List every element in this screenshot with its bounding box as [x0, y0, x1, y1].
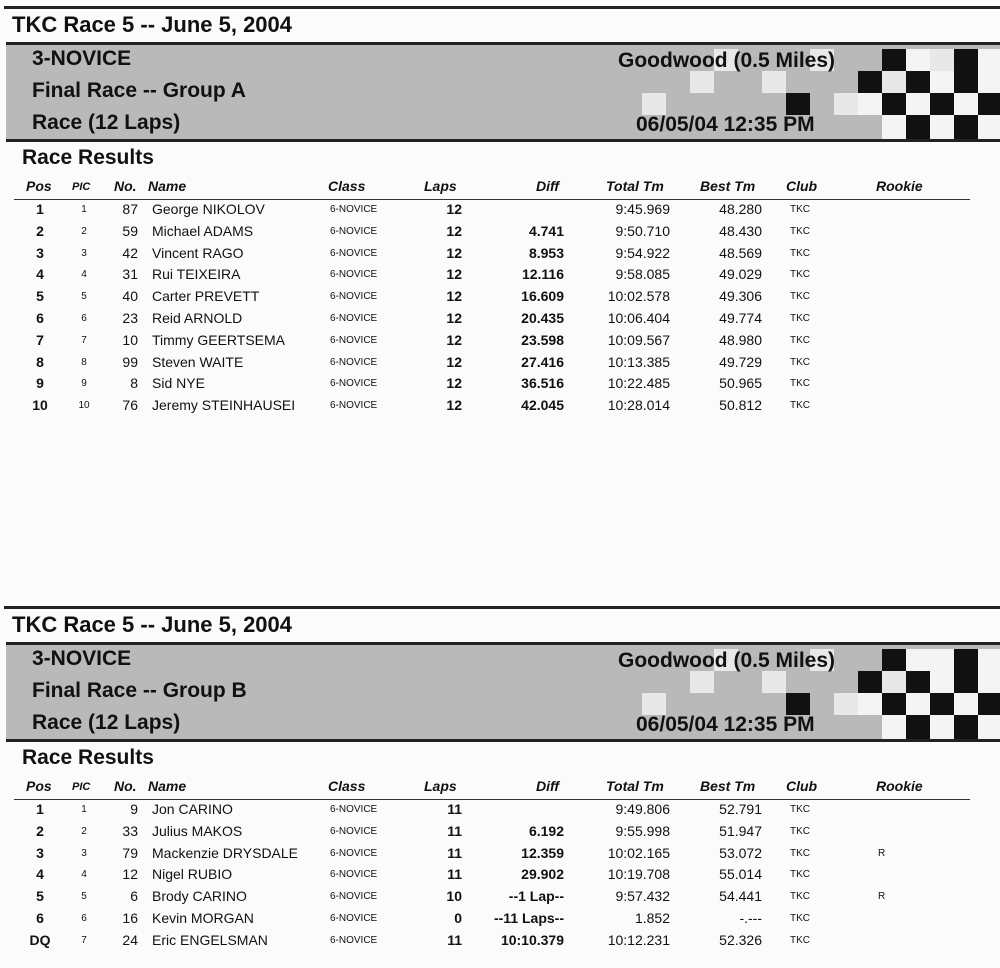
cell-name: Reid ARNOLD	[152, 310, 243, 326]
cell-name: Michael ADAMS	[152, 222, 254, 239]
cell-diff: 16.609	[521, 288, 564, 305]
cell-pos: 1	[36, 201, 44, 217]
cell-no: 8	[130, 375, 138, 392]
cell-best: 48.430	[719, 222, 762, 239]
table-row	[0, 845, 1000, 867]
cell-club: TKC	[790, 913, 810, 924]
cell-best: 54.441	[719, 888, 762, 905]
cell-no: 24	[122, 931, 138, 948]
cell-name: Timmy GEERTSEMA	[152, 331, 286, 348]
cell-best: 52.326	[719, 931, 762, 948]
cell-total: 1.852	[634, 910, 670, 926]
col-laps: Laps	[424, 778, 457, 794]
cell-diff: 4.741	[528, 222, 564, 239]
table-row	[0, 866, 1000, 888]
cell-pos: 1	[36, 801, 44, 817]
cell-best: 49.729	[719, 353, 762, 370]
cell-laps: 12	[446, 288, 462, 305]
cell-laps: 10	[446, 888, 462, 905]
col-name: Name	[148, 778, 187, 794]
cell-best: 49.029	[719, 266, 762, 283]
cell-name: Sid NYE	[152, 375, 205, 392]
cell-club: TKC	[790, 891, 810, 903]
cell-laps: 12	[446, 266, 462, 283]
cell-pic: 9	[81, 378, 87, 390]
cell-diff: 8.953	[528, 244, 564, 261]
cell-club: TKC	[790, 356, 810, 368]
cell-best: 50.965	[719, 375, 762, 392]
cell-pos: 10	[32, 397, 48, 414]
race-group: Final Race -- Group B	[32, 679, 247, 702]
cell-no: 40	[122, 288, 138, 305]
col-best: Best Tm	[700, 178, 756, 194]
cell-no: 99	[122, 353, 138, 370]
cell-best: -.---	[739, 910, 762, 926]
cell-pic: 8	[81, 356, 87, 368]
cell-class: 6-NOVICE	[330, 804, 378, 815]
race-group: Final Race -- Group A	[32, 79, 246, 102]
cell-laps: 12	[446, 310, 462, 326]
top-rule	[4, 606, 1000, 609]
cell-class: 6-NOVICE	[330, 204, 378, 215]
cell-club: TKC	[790, 847, 810, 859]
cell-pos: 3	[36, 244, 44, 261]
cell-laps: 12	[446, 331, 462, 348]
cell-rookie: R	[878, 891, 886, 903]
cell-pic: 6	[81, 913, 87, 924]
cell-total: 10:28.014	[607, 397, 670, 414]
cell-laps: 12	[446, 397, 462, 414]
cell-total: 9:57.432	[615, 888, 670, 905]
document-title: TKC Race 5 -- June 5, 2004	[12, 612, 293, 637]
cell-no: 6	[130, 888, 138, 905]
cell-best: 48.980	[719, 331, 762, 348]
cell-best: 50.812	[719, 397, 762, 414]
table-row	[0, 888, 1000, 910]
table-row	[0, 397, 1000, 419]
cell-name: Julius MAKOS	[152, 822, 243, 839]
cell-pic: 6	[81, 313, 87, 324]
cell-name: Brody CARINO	[152, 888, 247, 905]
cell-best: 55.014	[719, 866, 762, 883]
cell-total: 10:19.708	[607, 866, 670, 883]
cell-class: 6-NOVICE	[330, 247, 378, 259]
cell-diff: 10:10.379	[500, 931, 564, 948]
cell-club: TKC	[790, 825, 810, 837]
cell-club: TKC	[790, 313, 810, 324]
cell-total: 10:02.165	[607, 844, 670, 861]
col-rookie: Rookie	[876, 178, 923, 194]
table-row	[0, 932, 1000, 954]
results-heading: Race Results	[22, 746, 154, 769]
cell-rookie: R	[878, 847, 886, 859]
cell-pos: 5	[36, 888, 44, 905]
cell-pos: 2	[36, 822, 44, 839]
cell-pos: 6	[36, 910, 44, 926]
race-datetime: 06/05/04 12:35 PM	[636, 113, 815, 136]
table-row	[0, 201, 1000, 223]
cell-diff: --1 Lap--	[508, 888, 564, 905]
cell-pos: 4	[36, 866, 44, 883]
cell-total: 9:55.998	[615, 822, 670, 839]
cell-laps: 0	[454, 910, 462, 926]
cell-class: 6-NOVICE	[330, 869, 378, 881]
race-header-banner	[6, 42, 1000, 142]
cell-class: 6-NOVICE	[330, 334, 378, 346]
cell-name: Carter PREVETT	[152, 288, 260, 305]
cell-name: Vincent RAGO	[152, 244, 244, 261]
cell-best: 52.791	[719, 801, 762, 817]
cell-laps: 12	[446, 201, 462, 217]
cell-class: 6-NOVICE	[330, 891, 378, 903]
cell-name: Mackenzie DRYSDALE	[152, 844, 299, 861]
cell-no: 31	[122, 266, 138, 283]
cell-pic: 7	[81, 334, 87, 346]
cell-no: 12	[122, 866, 138, 883]
cell-class: 6-NOVICE	[330, 313, 378, 324]
cell-club: TKC	[790, 334, 810, 346]
cell-pos: 2	[36, 222, 44, 239]
cell-best: 49.306	[719, 288, 762, 305]
table-row	[0, 245, 1000, 267]
cell-pic: 10	[78, 400, 90, 412]
cell-diff: 23.598	[521, 331, 564, 348]
table-row	[0, 910, 1000, 932]
cell-pic: 4	[81, 269, 87, 281]
col-total: Total Tm	[606, 778, 664, 794]
cell-total: 9:58.085	[615, 266, 670, 283]
cell-name: Eric ENGELSMAN	[152, 931, 268, 948]
cell-no: 79	[122, 844, 138, 861]
cell-club: TKC	[790, 204, 810, 215]
col-diff: Diff	[536, 778, 560, 794]
cell-pic: 1	[81, 804, 87, 815]
cell-laps: 11	[447, 866, 462, 883]
track-name: Goodwood (0.5 Miles)	[618, 649, 836, 672]
cell-diff: --11 Laps--	[493, 910, 564, 926]
class-name: 3-NOVICE	[32, 647, 132, 670]
table-row	[0, 223, 1000, 245]
cell-class: 6-NOVICE	[330, 400, 378, 412]
cell-class: 6-NOVICE	[330, 913, 378, 924]
cell-pos: 6	[36, 310, 44, 326]
table-row	[0, 266, 1000, 288]
col-rookie: Rookie	[876, 778, 923, 794]
cell-club: TKC	[790, 400, 810, 412]
cell-name: Steven WAITE	[152, 353, 244, 370]
top-rule	[4, 6, 1000, 9]
cell-no: 16	[122, 910, 138, 926]
cell-total: 10:06.404	[607, 310, 670, 326]
cell-pic: 2	[81, 225, 87, 237]
cell-name: Jon CARINO	[152, 801, 233, 817]
col-diff: Diff	[536, 178, 560, 194]
cell-total: 10:22.485	[607, 375, 670, 392]
cell-laps: 12	[446, 353, 462, 370]
cell-class: 6-NOVICE	[330, 269, 378, 281]
cell-club: TKC	[790, 291, 810, 303]
col-club: Club	[786, 178, 818, 194]
race-datetime: 06/05/04 12:35 PM	[636, 713, 815, 736]
col-pos: Pos	[26, 778, 52, 794]
cell-best: 49.774	[719, 310, 762, 326]
cell-pic: 2	[81, 825, 87, 837]
table-row	[0, 801, 1000, 823]
cell-diff: 20.435	[521, 310, 564, 326]
cell-no: 76	[122, 397, 138, 414]
cell-total: 9:54.922	[615, 244, 670, 261]
cell-total: 9:50.710	[615, 222, 670, 239]
cell-class: 6-NOVICE	[330, 825, 378, 837]
col-pic: PIC	[72, 781, 91, 793]
cell-no: 33	[122, 822, 138, 839]
cell-pos: 9	[36, 375, 44, 392]
cell-class: 6-NOVICE	[330, 847, 378, 859]
cell-pic: 5	[81, 891, 87, 903]
cell-diff: 6.192	[528, 822, 564, 839]
cell-diff: 42.045	[521, 397, 564, 414]
col-club: Club	[786, 778, 818, 794]
cell-club: TKC	[790, 225, 810, 237]
table-row	[0, 375, 1000, 397]
class-name: 3-NOVICE	[32, 47, 132, 70]
cell-name: Nigel RUBIO	[152, 866, 233, 883]
cell-pos: 5	[36, 288, 44, 305]
col-laps: Laps	[424, 178, 457, 194]
cell-laps: 11	[447, 844, 462, 861]
cell-total: 10:12.231	[607, 931, 670, 948]
race-header-banner	[6, 642, 1000, 742]
cell-diff: 12.359	[521, 844, 564, 861]
cell-name: Jeremy STEINHAUSEI	[152, 397, 296, 414]
cell-pos: 4	[36, 266, 44, 283]
cell-diff: 12.116	[521, 266, 564, 283]
cell-pic: 3	[81, 847, 87, 859]
cell-name: Rui TEIXEIRA	[152, 266, 241, 283]
table-row	[0, 288, 1000, 310]
cell-best: 48.280	[719, 201, 762, 217]
col-no: No.	[114, 178, 137, 194]
cell-total: 10:13.385	[607, 353, 670, 370]
race-laps: Race (12 Laps)	[32, 111, 181, 134]
cell-class: 6-NOVICE	[330, 934, 378, 946]
cell-club: TKC	[790, 247, 810, 259]
cell-club: TKC	[790, 378, 810, 390]
cell-pic: 1	[81, 204, 87, 215]
col-no: No.	[114, 778, 137, 794]
cell-laps: 12	[446, 222, 462, 239]
cell-club: TKC	[790, 269, 810, 281]
cell-laps: 11	[447, 931, 462, 948]
cell-pos: 3	[36, 844, 44, 861]
cell-class: 6-NOVICE	[330, 225, 378, 237]
cell-total: 10:09.567	[607, 331, 670, 348]
cell-no: 42	[122, 244, 138, 261]
col-pic: PIC	[72, 181, 91, 193]
header-rule	[14, 799, 970, 800]
cell-no: 59	[122, 222, 138, 239]
cell-name: George NIKOLOV	[152, 201, 265, 217]
cell-total: 10:02.578	[607, 288, 670, 305]
cell-pic: 4	[81, 869, 87, 881]
cell-pic: 7	[81, 934, 87, 946]
document-title: TKC Race 5 -- June 5, 2004	[12, 12, 293, 37]
cell-diff: 29.902	[521, 866, 564, 883]
cell-total: 9:49.806	[615, 801, 670, 817]
cell-best: 48.569	[719, 244, 762, 261]
col-class: Class	[328, 178, 366, 194]
cell-diff: 27.416	[521, 353, 564, 370]
cell-no: 87	[122, 201, 138, 217]
cell-club: TKC	[790, 869, 810, 881]
col-pos: Pos	[26, 178, 52, 194]
results-heading: Race Results	[22, 146, 154, 169]
table-row	[0, 354, 1000, 376]
cell-laps: 12	[446, 375, 462, 392]
table-row	[0, 332, 1000, 354]
race-laps: Race (12 Laps)	[32, 711, 181, 734]
cell-no: 9	[130, 801, 138, 817]
col-total: Total Tm	[606, 178, 664, 194]
col-best: Best Tm	[700, 778, 756, 794]
cell-laps: 11	[447, 822, 462, 839]
cell-class: 6-NOVICE	[330, 356, 378, 368]
cell-no: 23	[122, 310, 138, 326]
cell-diff: 36.516	[521, 375, 564, 392]
cell-class: 6-NOVICE	[330, 291, 378, 303]
cell-club: TKC	[790, 804, 810, 815]
cell-pic: 3	[81, 247, 87, 259]
cell-pos: 8	[36, 353, 44, 370]
cell-class: 6-NOVICE	[330, 378, 378, 390]
cell-club: TKC	[790, 934, 810, 946]
cell-laps: 11	[447, 801, 462, 817]
cell-best: 51.947	[719, 822, 762, 839]
table-row	[0, 310, 1000, 332]
header-rule	[14, 199, 970, 200]
cell-laps: 12	[446, 244, 462, 261]
col-name: Name	[148, 178, 187, 194]
cell-pos: DQ	[29, 931, 51, 948]
cell-total: 9:45.969	[615, 201, 670, 217]
cell-pic: 5	[81, 291, 87, 303]
cell-pos: 7	[36, 331, 44, 348]
track-name: Goodwood (0.5 Miles)	[618, 49, 836, 72]
col-class: Class	[328, 778, 366, 794]
cell-best: 53.072	[719, 844, 762, 861]
cell-name: Kevin MORGAN	[152, 910, 254, 926]
table-row	[0, 823, 1000, 845]
cell-no: 10	[122, 331, 138, 348]
